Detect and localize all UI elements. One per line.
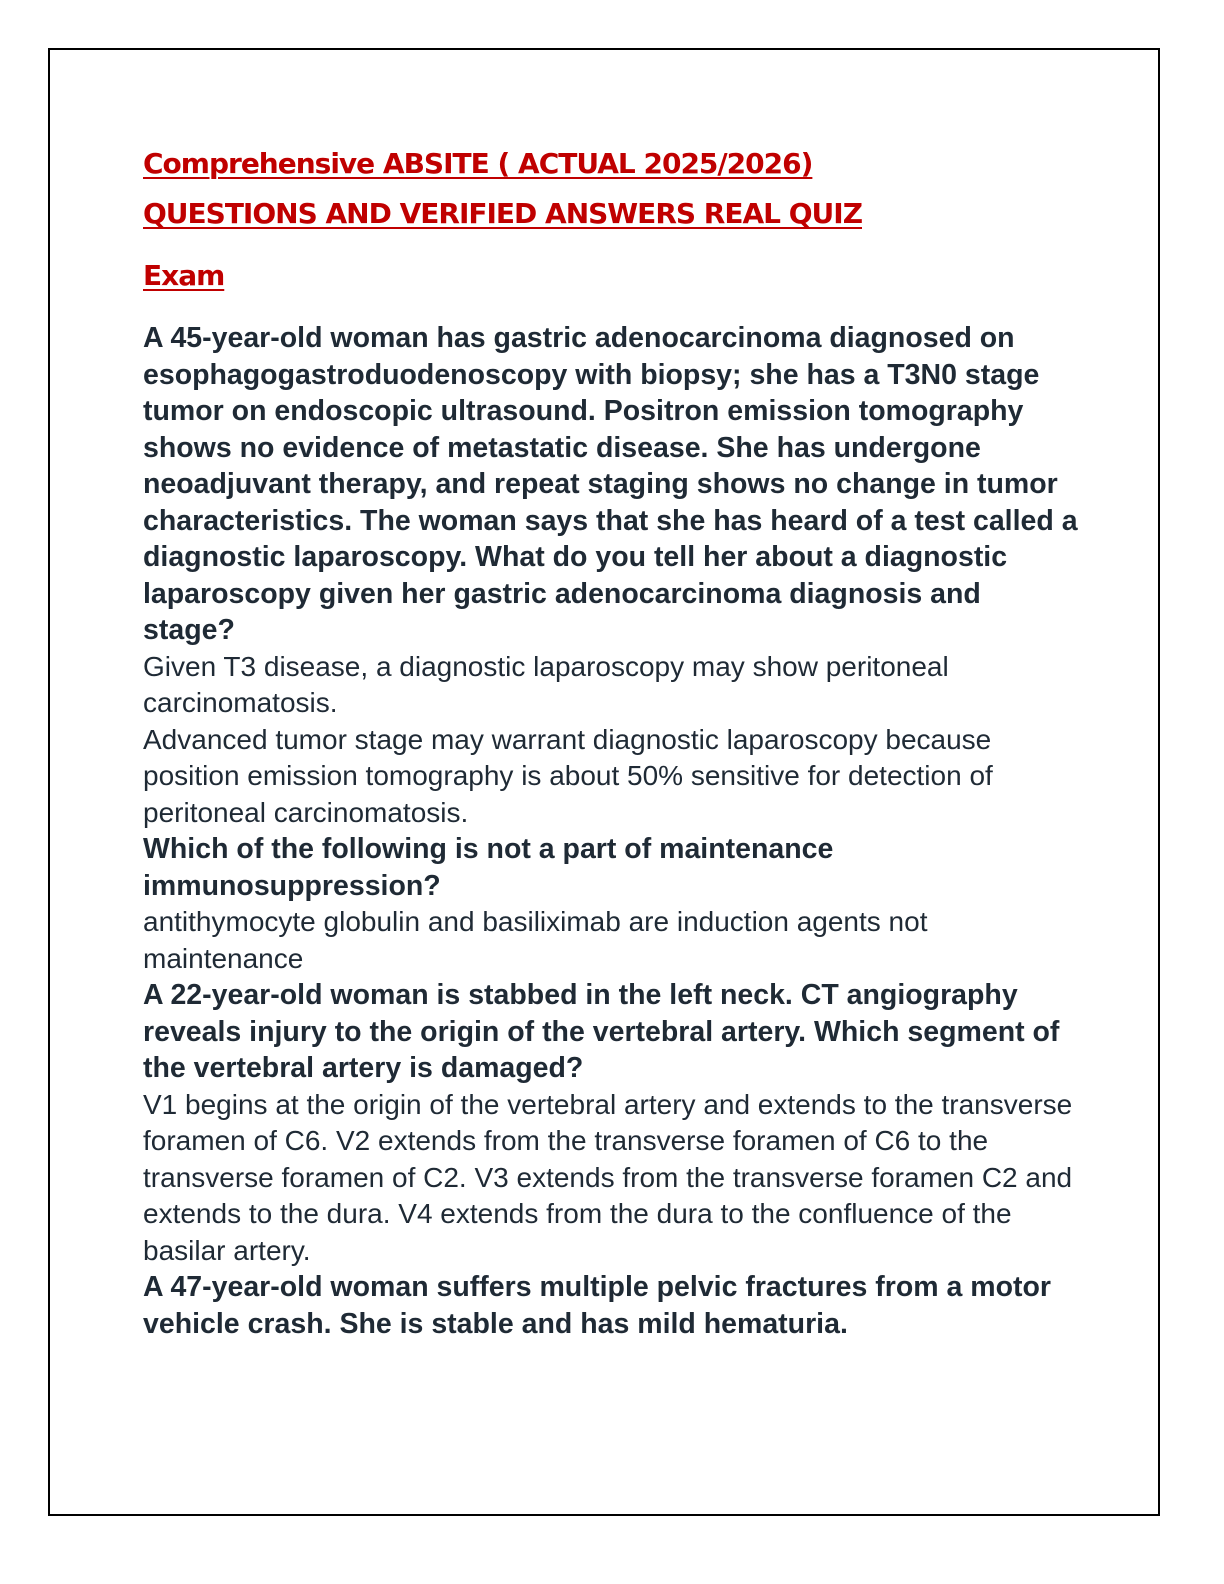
answer-1b: Advanced tumor stage may warrant diagnostic laparoscopy because position emission tomography is about 50% sensitive for detection of peritoneal carcinomatosis.: [143, 723, 993, 828]
document-title-line-1: Comprehensive ABSITE ( ACTUAL 2025/2026): [143, 147, 813, 180]
document-title-line-2: QUESTIONS AND VERIFIED ANSWERS REAL QUIZ: [143, 197, 862, 230]
answer-1a: Given T3 disease, a diagnostic laparoscopy may show peritoneal carcinomatosis.: [143, 650, 949, 718]
question-2: Which of the following is not a part of maintenance immunosuppression?: [143, 833, 834, 902]
question-answer-list: [143, 320, 1078, 1342]
document-title-line-3: Exam: [143, 259, 225, 292]
question-1: A 45-year-old woman has gastric adenocarcinoma diagnosed on esophagogastroduodenoscopy with biopsy; she has a T3N0 stage tumor on endoscopic ultrasound. Positron emission tomography shows no evidence of metastatic disease. She has undergone neoadjuvant therapy, and repeat staging shows no change in tumor characteristics. The woman says that she has heard of a test called a diagnostic laparoscopy. What do you tell her about a diagnostic laparoscopy given her gastric adenocarcinoma diagnosis and stage?: [143, 322, 1078, 646]
question-3: A 22-year-old woman is stabbed in the left neck. CT angiography reveals injury to the origin of the vertebral artery. Which segment of the vertebral artery is damaged?: [143, 979, 1060, 1084]
question-4: A 47-year-old woman suffers multiple pelvic fractures from a motor vehicle crash. She is stable and has mild hematuria.: [143, 1271, 1052, 1340]
answer-2: antithymocyte globulin and basiliximab are induction agents not maintenance: [143, 906, 928, 974]
answer-3: V1 begins at the origin of the vertebral artery and extends to the transverse foramen of C6. V2 extends from the transverse foramen of C6 to the transverse foramen of C2. V3 extends from the transverse foramen C2 and extends to the dura. V4 extends from the dura to the confluence of the basilar artery.: [143, 1088, 1073, 1266]
document-body: [143, 146, 1078, 1342]
